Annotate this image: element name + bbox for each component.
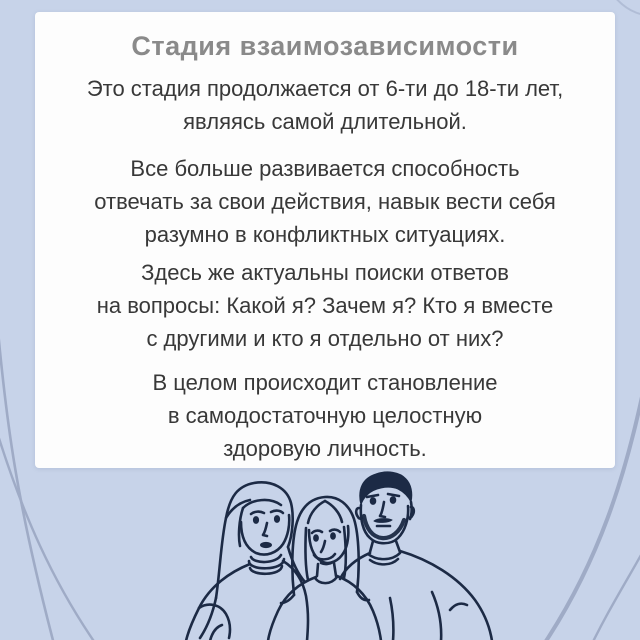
card-title: Стадия взаимозависимости (131, 31, 519, 61)
figure-woman-long-hair (186, 482, 308, 640)
paragraph-line: Это стадия продолжается от 6-ти до 18-ти лет, (86, 76, 564, 101)
figure-man-with-beard (340, 472, 492, 640)
paragraph-line: В целом происходит становление (152, 370, 498, 395)
paragraph-line: здоровую личность. (223, 436, 427, 461)
paragraph-line: с другими и кто я отдельно от них? (146, 326, 504, 351)
paragraph-line: Здесь же актуальны поиски ответов (141, 260, 509, 285)
paragraph-line: на вопросы: Какой я? Зачем я? Кто я вместе (96, 293, 554, 318)
paragraph-line: Все больше развивается способность (130, 156, 520, 181)
paragraph-line: являясь самой длительной. (183, 109, 467, 134)
paragraph-line: разумно в конфликтных ситуациях. (144, 222, 506, 247)
paragraph-line: в самодостаточную целостную (167, 403, 483, 428)
paragraph-line: отвечать за свои действия, навык вести себя (94, 189, 556, 214)
